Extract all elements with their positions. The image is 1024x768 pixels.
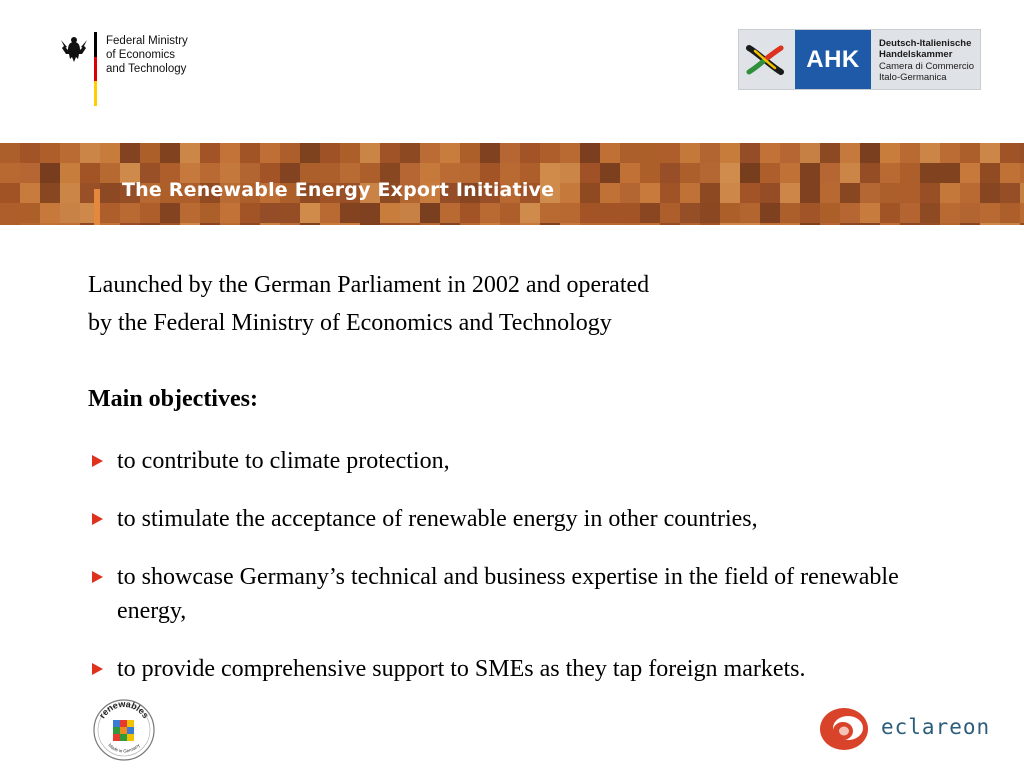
objective-text: to showcase Germany’s technical and business expertise in the field of renewable energy, [117, 564, 899, 624]
objective-item [88, 444, 968, 478]
intro-paragraph [88, 266, 649, 342]
objective-item [88, 652, 968, 686]
eclareon-logo [818, 703, 991, 753]
ministry-name-line: Federal Ministry [106, 35, 188, 47]
bmwi-logo [60, 32, 200, 112]
objectives-heading: Main objectives: [88, 386, 258, 412]
bullet-arrow-icon [92, 571, 103, 583]
ahk-emblem-icon [745, 40, 785, 80]
ministry-name-line: and Technology [106, 63, 187, 75]
renewables-made-in-germany-logo [92, 698, 156, 762]
objective-text: to contribute to climate protection, [117, 448, 450, 474]
banner-accent-bar [94, 189, 100, 225]
objective-item [88, 502, 968, 536]
ahk-abbreviation: AHK [795, 30, 871, 89]
ahk-name-line: Camera di Commercio [879, 60, 975, 72]
eclareon-wordmark: eclareon [881, 715, 991, 739]
ministry-name [106, 34, 188, 76]
renewables-logo-subtext: Made in Germany [107, 742, 141, 754]
ministry-name-line: of Economics [106, 49, 176, 61]
intro-line: by the Federal Ministry of Economics and Technology [88, 310, 612, 336]
ahk-name-line: Handelskammer [879, 49, 953, 61]
renewables-globe-icon [113, 720, 134, 741]
german-flag-stripe [94, 32, 97, 106]
ahk-chamber-name [879, 38, 974, 83]
ahk-name-line: Deutsch-Italienische [879, 38, 972, 49]
eclareon-swirl-icon [818, 703, 874, 753]
bullet-arrow-icon [92, 663, 103, 675]
title-banner [0, 143, 1024, 225]
objective-text: to stimulate the acceptance of renewable energy in other countries, [117, 506, 758, 532]
slide-title: The Renewable Energy Export Initiative [122, 179, 555, 201]
objective-text: to provide comprehensive support to SMEs as they tap foreign markets. [117, 656, 806, 682]
renewables-logo-text: renewables [96, 698, 151, 721]
ahk-logo [738, 29, 981, 90]
intro-line: Launched by the German Parliament in 2002 and operated [88, 272, 650, 298]
ahk-name-line: Italo-Germanica [879, 71, 947, 83]
bullet-arrow-icon [92, 513, 103, 525]
federal-eagle-icon [60, 34, 88, 64]
bullet-arrow-icon [92, 455, 103, 467]
objective-item [88, 560, 968, 628]
